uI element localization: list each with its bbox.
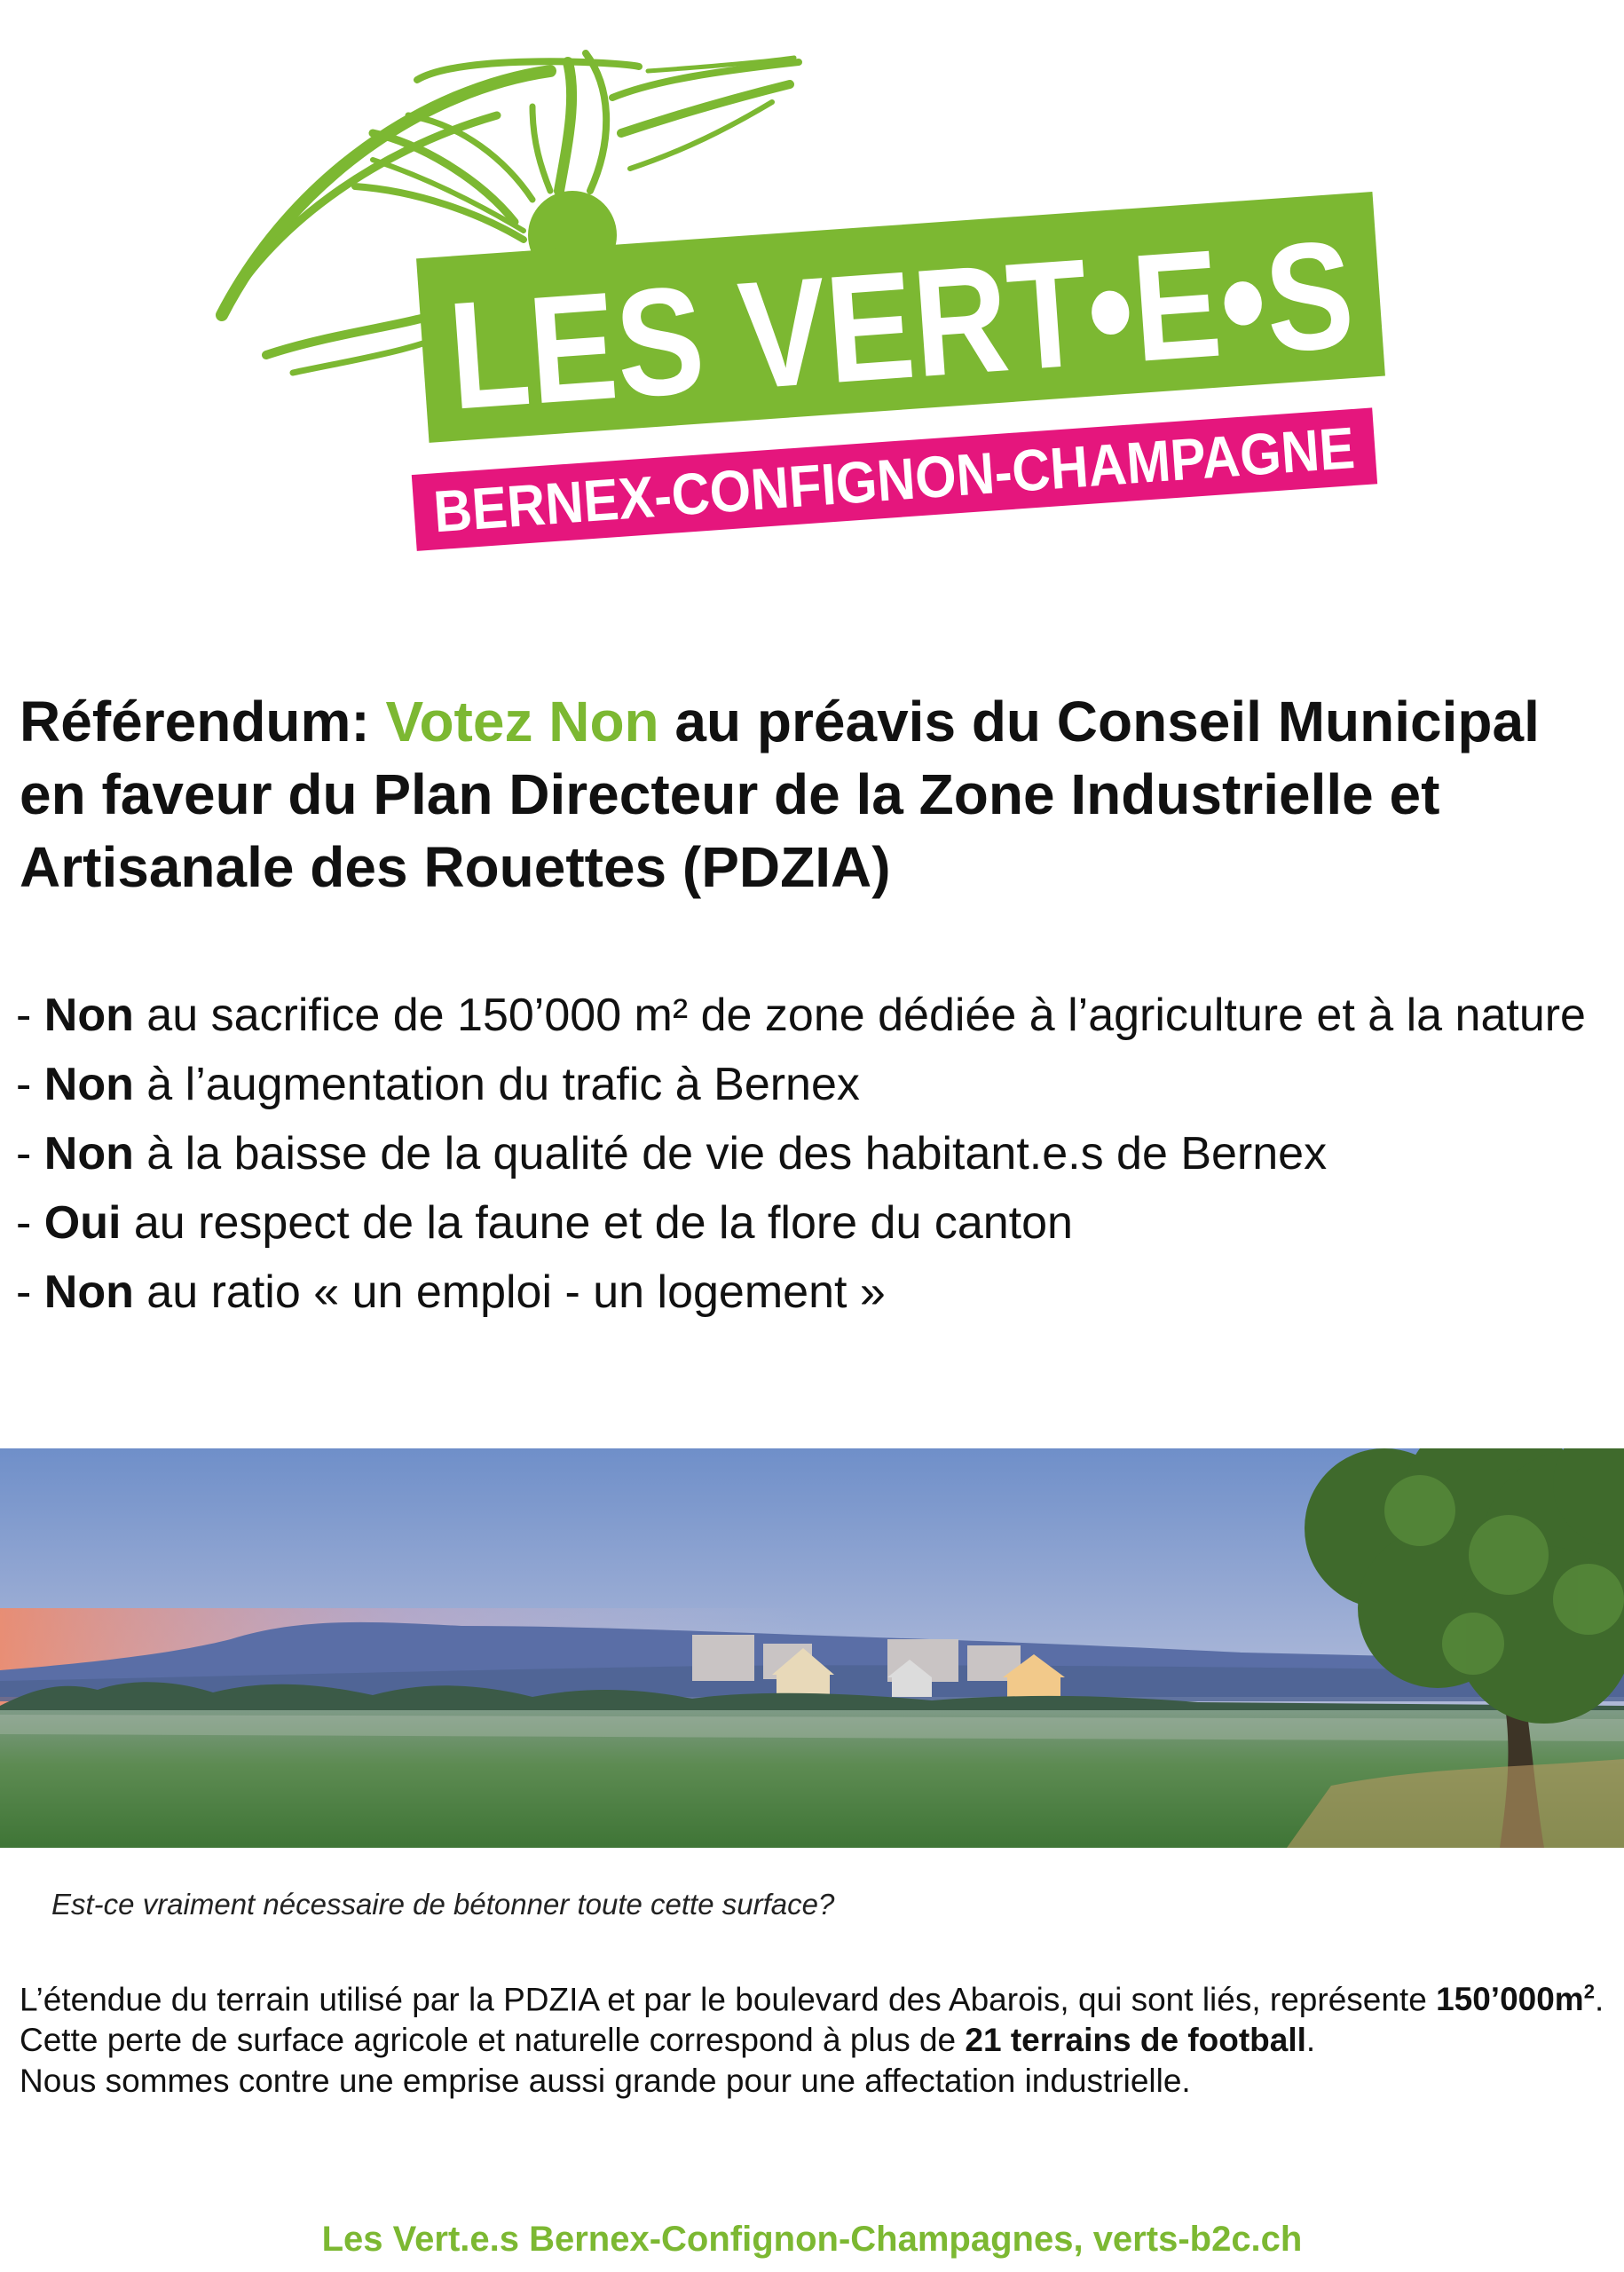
point-keyword: Non (43, 1266, 134, 1318)
point-item: - Non au ratio « un emploi - un logement » (16, 1266, 886, 1318)
point-item: - Non à la baisse de la qualité de vie des habitant.e.s de Bernex (16, 1128, 1328, 1179)
footer-credit: Les Vert.e.s Bernex-Confignon-Champagnes, verts-b2c.ch (321, 2220, 1303, 2259)
point-keyword: Non (43, 1128, 134, 1179)
headline (20, 685, 1608, 903)
headline-part2: au préavis du Conseil Municipal en faveur du Plan Directeur de la Zone Industrielle et Artisanale des Rouettes (PDZIA) (20, 690, 1540, 899)
party-logo (0, 0, 1624, 604)
point-text: au ratio « un emploi - un logement » (133, 1266, 886, 1318)
point-text: au sacrifice de 150’000 m² de zone dédiée à l’agriculture et à la nature (133, 990, 1586, 1041)
point-item: - Oui au respect de la faune et de la flore du canton (16, 1197, 1073, 1249)
point-item: - Non à l’augmentation du trafic à Bernex (16, 1059, 860, 1110)
body-paragraph: L’étendue du terrain utilisé par la PDZIA et par le boulevard des Abarois, qui sont liés, représente $150’000m^2$. Cette perte de surface agricole et naturelle correspond à plus de 21 terrains de football. Nous sommes contre une emprise aussi grande pour une affectation industrielle. (20, 1981, 1604, 2100)
body-line3: Nous sommes contre une emprise aussi grande pour une affectation industrielle. (20, 2063, 1191, 2100)
body-line2: Cette perte de surface agricole et naturelle correspond à plus de (20, 2022, 966, 2059)
point-keyword: Oui (43, 1197, 122, 1249)
point-keyword: Non (43, 1059, 134, 1110)
point-text: à la baisse de la qualité de vie des habitant.e.s de Bernex (133, 1128, 1328, 1179)
body-area: $150’000m^2$ (1436, 1981, 1595, 2018)
body-line1: L’étendue du terrain utilisé par la PDZIA et par le boulevard des Abarois, qui sont liés, représente (20, 1981, 1437, 2018)
landscape-photo (0, 1448, 1624, 1848)
point-keyword: Non (43, 990, 134, 1041)
points-list (16, 981, 1613, 1327)
logo-subtitle: BERNEX-CONFIGNON-CHAMPAGNE (431, 407, 1455, 545)
point-text: à l’augmentation du trafic à Bernex (133, 1059, 860, 1110)
headline-part1: Référendum: (20, 690, 386, 753)
headline-emphasis: Votez Non (385, 690, 659, 753)
body-football: 21 terrains de football (965, 2022, 1306, 2059)
logo-title: LES VERT•E•S (444, 198, 1510, 442)
point-text: au respect de la faune et de la flore du canton (121, 1197, 1073, 1249)
point-item: - Non au sacrifice de 150’000 m² de zone dédiée à l’agriculture et à la nature (16, 990, 1586, 1041)
photo-caption: Est-ce vraiment nécessaire de bétonner toute cette surface? (51, 1888, 835, 1921)
